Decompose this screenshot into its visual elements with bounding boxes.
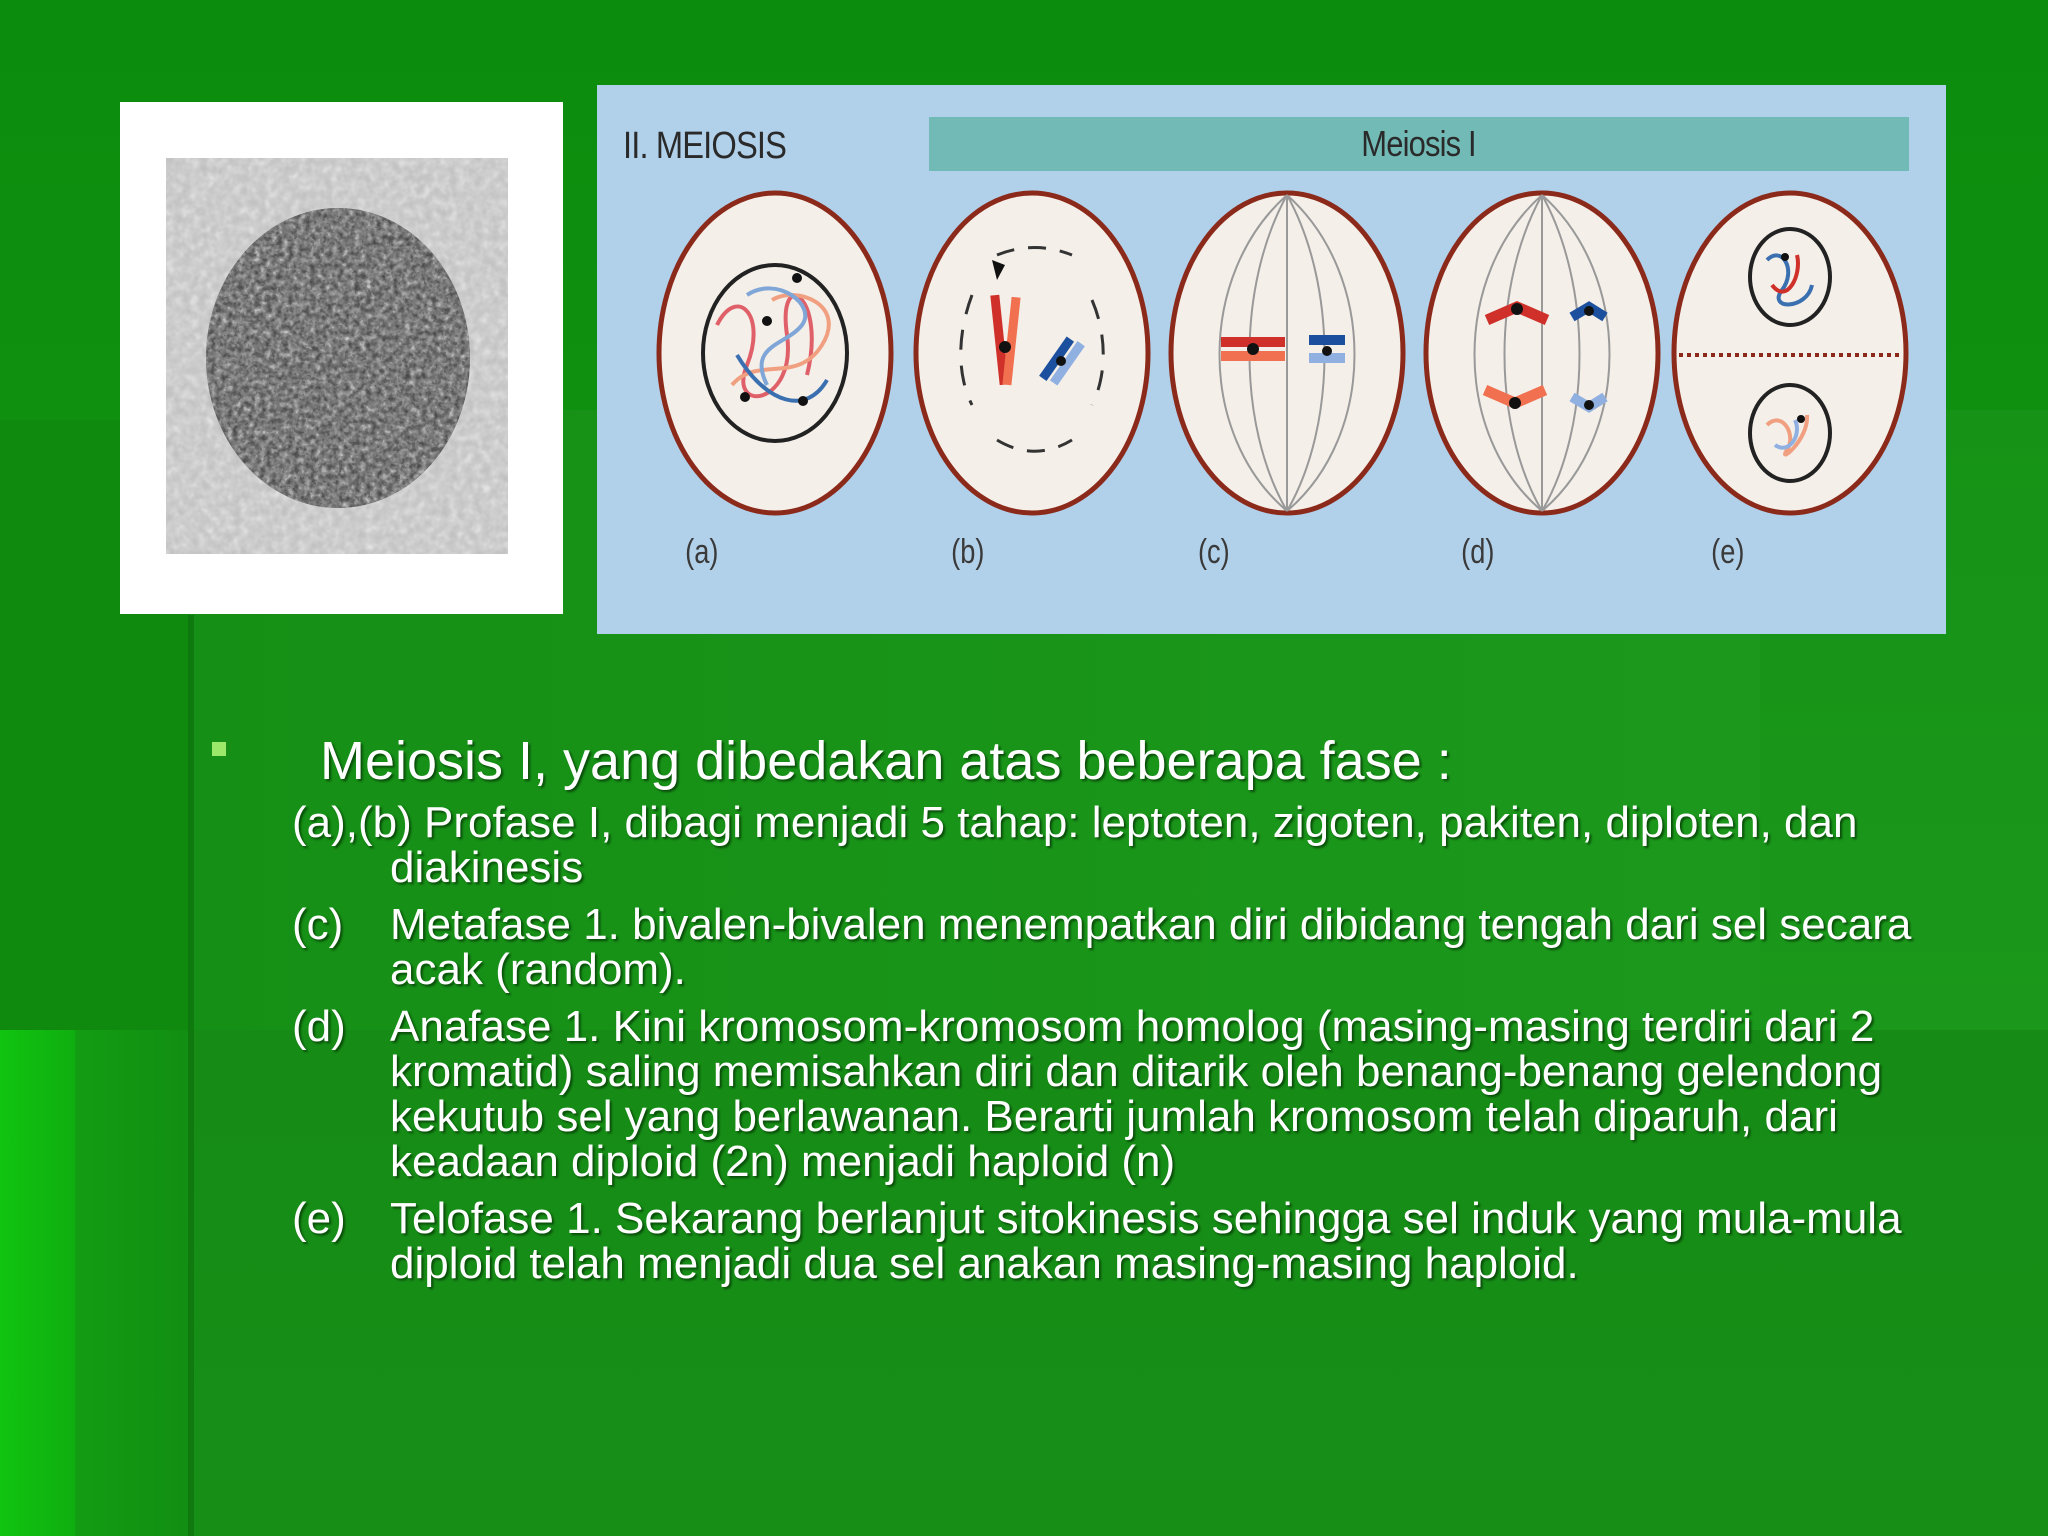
figure-title: II. MEIOSIS xyxy=(623,125,787,167)
cell-d-icon xyxy=(1426,193,1658,513)
cell-b-icon xyxy=(916,193,1148,513)
item-text: Telofase 1. Sekarang berlanjut sitokinesis sehingga sel induk yang mula-mula diploid telah menjadi dua sel anakan masing-masing haploid. xyxy=(390,1194,1902,1288)
item-text: Metafase 1. bivalen-bivalen menempatkan diri dibidang tengah dari sel secara acak (random). xyxy=(390,900,1912,994)
item-label: (e) xyxy=(292,1194,346,1243)
bullet-icon xyxy=(212,742,226,756)
slide-heading: Meiosis I, yang dibedakan atas beberapa fase : xyxy=(320,731,1452,791)
meiosis-diagram xyxy=(597,85,1946,634)
list-item xyxy=(292,1196,1992,1286)
figure-banner xyxy=(929,117,1909,171)
item-text: Profase I, dibagi menjadi 5 tahap: leptoten, zigoten, pakiten, diploten, dan diakinesis xyxy=(390,798,1858,892)
cell-c-icon xyxy=(1171,193,1403,513)
divider-line xyxy=(188,615,194,1536)
item-label: (d) xyxy=(292,1002,346,1051)
list-item xyxy=(292,1004,1992,1184)
figure-banner-label: Meiosis I xyxy=(1361,123,1477,164)
cell-a-icon xyxy=(659,193,891,513)
micrograph-cell-nucleus-image xyxy=(166,158,508,554)
caption-b: (b) xyxy=(951,533,985,571)
background-strip-dark xyxy=(75,1030,190,1536)
caption-e: (e) xyxy=(1711,533,1745,571)
caption-a: (a) xyxy=(685,533,719,571)
list-item xyxy=(292,902,1992,992)
phase-list xyxy=(292,800,1992,1298)
cell-e-icon xyxy=(1674,193,1906,513)
item-label: (c) xyxy=(292,900,344,949)
item-label: (a),(b) xyxy=(292,798,424,847)
caption-c: (c) xyxy=(1197,533,1230,571)
background-strip xyxy=(0,1030,75,1536)
list-item xyxy=(292,800,1992,890)
caption-d: (d) xyxy=(1461,533,1495,571)
item-text: Anafase 1. Kini kromosom-kromosom homolog (masing-masing terdiri dari 2 kromatid) saling memisahkan diri dan ditarik oleh benang-benang gelendong kekutub sel yang berlawanan. Berarti jumlah kromosom telah diparuh, dari keadaan diploid (2n) menjadi haploid (n) xyxy=(390,1002,1883,1186)
